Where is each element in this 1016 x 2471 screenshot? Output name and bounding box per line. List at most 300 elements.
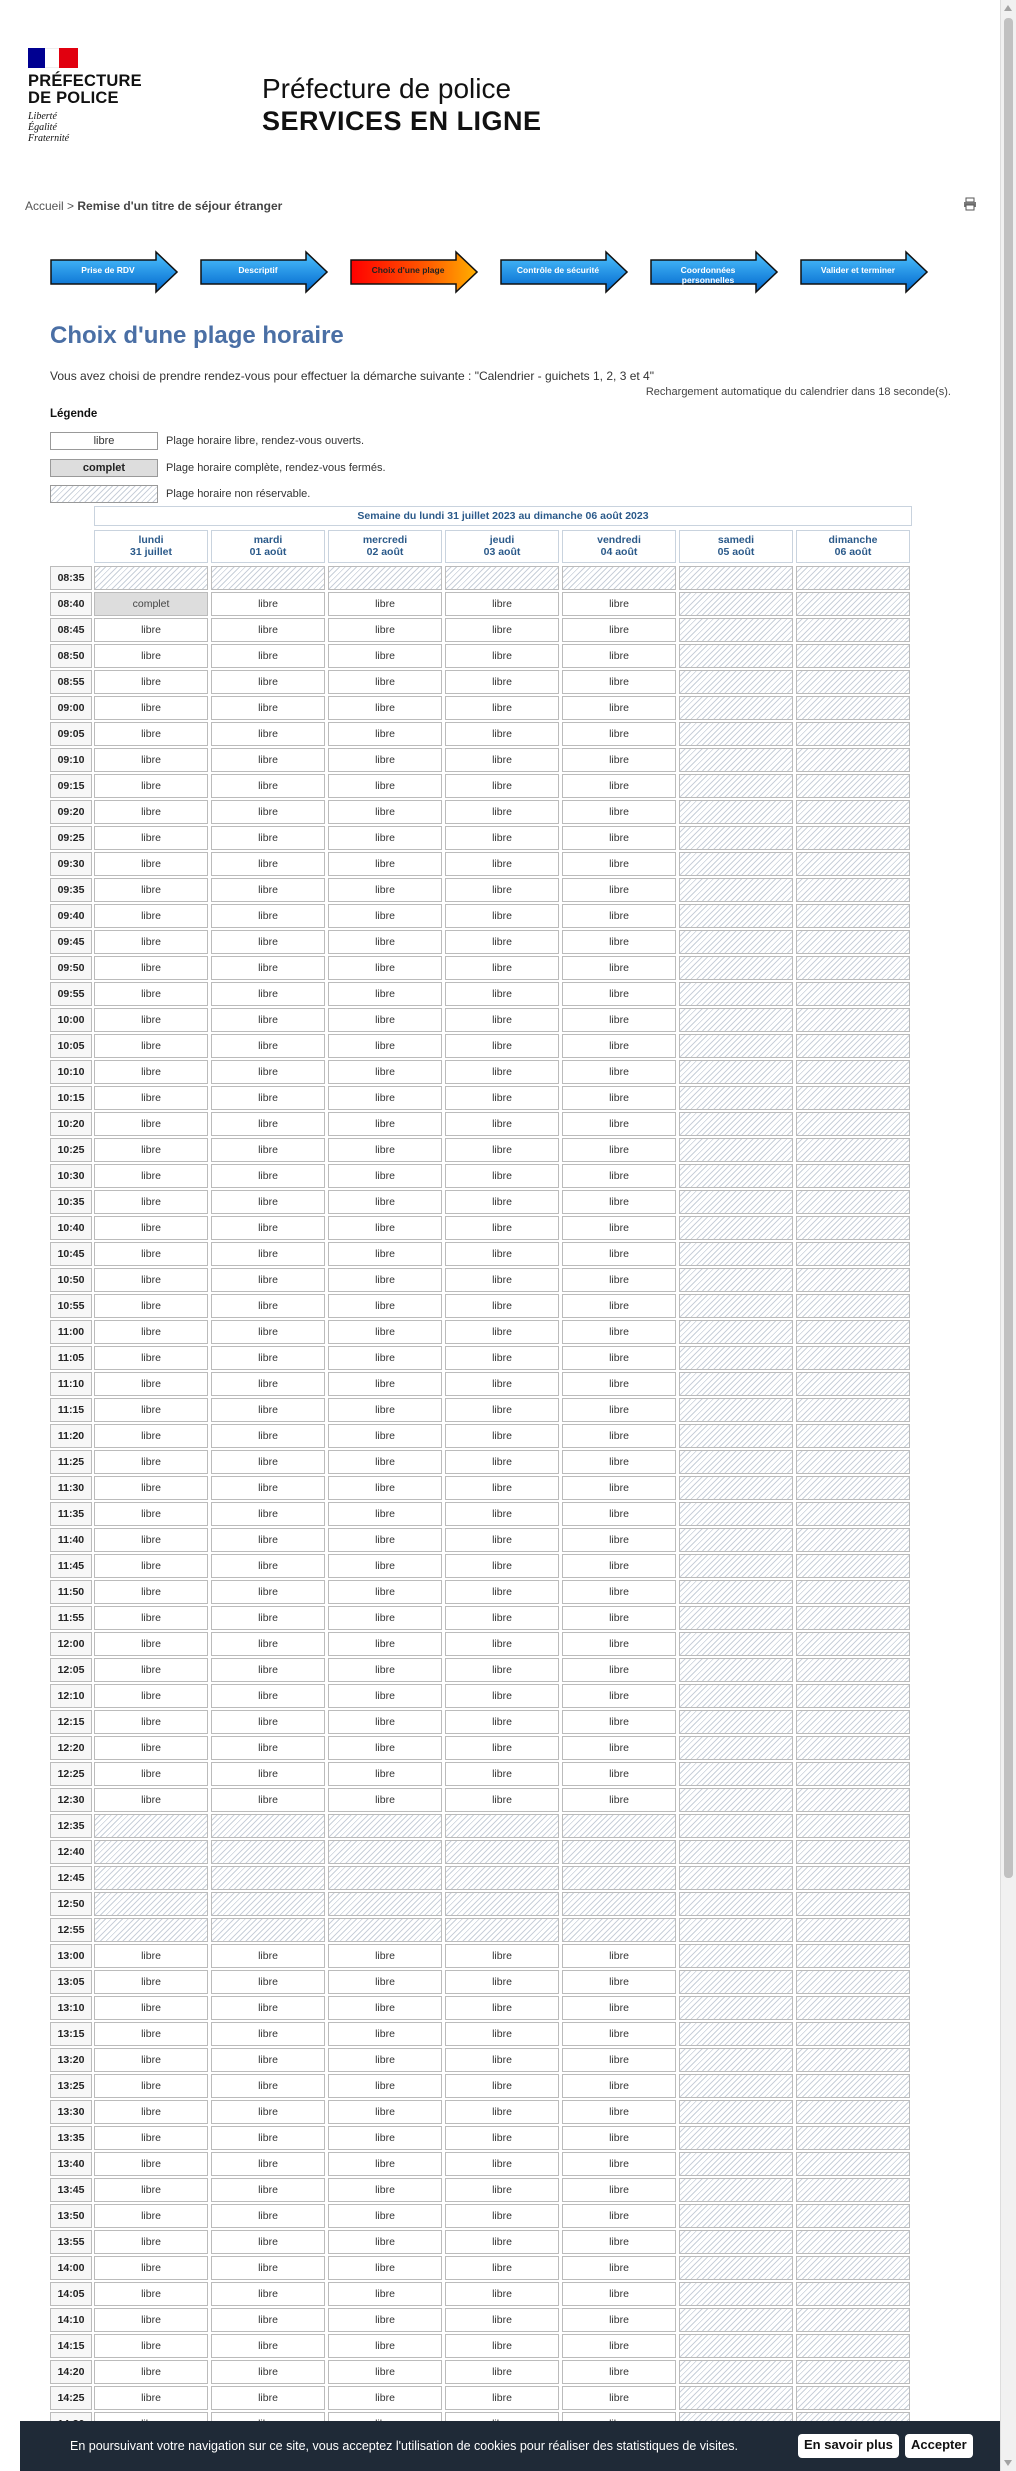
slot-libre[interactable]: libre: [562, 644, 676, 668]
scroll-down-arrow-icon[interactable]: [1004, 2460, 1012, 2466]
slot-libre[interactable]: libre: [328, 1580, 442, 1604]
slot-libre[interactable]: libre: [94, 1736, 208, 1760]
slot-libre[interactable]: libre: [445, 956, 559, 980]
slot-libre[interactable]: libre: [445, 1138, 559, 1162]
slot-libre[interactable]: libre: [94, 904, 208, 928]
slot-libre[interactable]: libre: [328, 982, 442, 1006]
slot-libre[interactable]: libre: [445, 1710, 559, 1734]
slot-libre[interactable]: libre: [94, 1528, 208, 1552]
slot-libre[interactable]: libre: [445, 2256, 559, 2280]
slot-libre[interactable]: libre: [445, 644, 559, 668]
slot-libre[interactable]: libre: [562, 930, 676, 954]
slot-libre[interactable]: libre: [562, 1528, 676, 1552]
slot-libre[interactable]: libre: [445, 1554, 559, 1578]
slot-libre[interactable]: libre: [562, 1008, 676, 1032]
slot-libre[interactable]: libre: [211, 1398, 325, 1422]
slot-libre[interactable]: libre: [445, 1034, 559, 1058]
slot-libre[interactable]: libre: [562, 1658, 676, 1682]
slot-libre[interactable]: libre: [445, 930, 559, 954]
slot-libre[interactable]: libre: [328, 1294, 442, 1318]
slot-libre[interactable]: libre: [445, 1346, 559, 1370]
slot-libre[interactable]: libre: [94, 644, 208, 668]
slot-libre[interactable]: libre: [211, 2204, 325, 2228]
slot-libre[interactable]: libre: [562, 2126, 676, 2150]
slot-libre[interactable]: libre: [211, 2230, 325, 2254]
slot-libre[interactable]: libre: [328, 696, 442, 720]
slot-libre[interactable]: libre: [562, 1424, 676, 1448]
slot-libre[interactable]: libre: [94, 1502, 208, 1526]
slot-libre[interactable]: libre: [562, 1372, 676, 1396]
slot-libre[interactable]: libre: [445, 2308, 559, 2332]
slot-libre[interactable]: libre: [211, 2022, 325, 2046]
slot-libre[interactable]: libre: [94, 826, 208, 850]
slot-libre[interactable]: libre: [94, 852, 208, 876]
slot-libre[interactable]: libre: [328, 774, 442, 798]
slot-libre[interactable]: libre: [94, 2100, 208, 2124]
slot-libre[interactable]: libre: [94, 800, 208, 824]
slot-libre[interactable]: libre: [94, 1580, 208, 1604]
slot-libre[interactable]: libre: [94, 1996, 208, 2020]
slot-libre[interactable]: libre: [94, 1112, 208, 1136]
slot-libre[interactable]: libre: [94, 1632, 208, 1656]
slot-libre[interactable]: libre: [94, 1268, 208, 1292]
slot-libre[interactable]: libre: [211, 2386, 325, 2410]
slot-libre[interactable]: libre: [328, 2282, 442, 2306]
slot-libre[interactable]: libre: [445, 982, 559, 1006]
slot-libre[interactable]: libre: [445, 2230, 559, 2254]
slot-libre[interactable]: libre: [94, 1424, 208, 1448]
slot-libre[interactable]: libre: [328, 1450, 442, 1474]
slot-libre[interactable]: libre: [94, 1450, 208, 1474]
slot-libre[interactable]: libre: [94, 1216, 208, 1240]
scroll-up-arrow-icon[interactable]: [1004, 5, 1012, 11]
slot-libre[interactable]: libre: [211, 670, 325, 694]
slot-libre[interactable]: libre: [562, 2022, 676, 2046]
slot-libre[interactable]: libre: [328, 1762, 442, 1786]
slot-libre[interactable]: libre: [328, 1320, 442, 1344]
slot-libre[interactable]: libre: [94, 1008, 208, 1032]
slot-libre[interactable]: libre: [211, 2152, 325, 2176]
slot-libre[interactable]: libre: [328, 2204, 442, 2228]
slot-libre[interactable]: libre: [211, 1944, 325, 1968]
slot-libre[interactable]: libre: [445, 826, 559, 850]
slot-libre[interactable]: libre: [445, 1658, 559, 1682]
slot-libre[interactable]: libre: [445, 1190, 559, 1214]
slot-libre[interactable]: libre: [211, 1268, 325, 1292]
cookie-more-button[interactable]: En savoir plus: [798, 2434, 899, 2458]
slot-libre[interactable]: libre: [562, 722, 676, 746]
slot-libre[interactable]: libre: [445, 1008, 559, 1032]
slot-libre[interactable]: libre: [445, 696, 559, 720]
slot-libre[interactable]: libre: [562, 1970, 676, 1994]
slot-libre[interactable]: libre: [562, 2282, 676, 2306]
slot-libre[interactable]: libre: [562, 1346, 676, 1370]
slot-libre[interactable]: libre: [211, 826, 325, 850]
slot-libre[interactable]: libre: [211, 1450, 325, 1474]
slot-libre[interactable]: libre: [328, 1268, 442, 1292]
slot-libre[interactable]: libre: [445, 2204, 559, 2228]
slot-libre[interactable]: libre: [328, 800, 442, 824]
slot-libre[interactable]: libre: [211, 1060, 325, 1084]
slot-libre[interactable]: libre: [562, 1502, 676, 1526]
slot-libre[interactable]: libre: [445, 670, 559, 694]
slot-libre[interactable]: libre: [445, 748, 559, 772]
slot-libre[interactable]: libre: [328, 2334, 442, 2358]
slot-libre[interactable]: libre: [445, 1996, 559, 2020]
slot-libre[interactable]: libre: [94, 1476, 208, 1500]
slot-libre[interactable]: libre: [211, 1476, 325, 1500]
slot-libre[interactable]: libre: [94, 696, 208, 720]
slot-libre[interactable]: libre: [211, 1138, 325, 1162]
scrollbar-thumb[interactable]: [1004, 18, 1013, 1878]
slot-libre[interactable]: libre: [211, 2256, 325, 2280]
slot-libre[interactable]: libre: [562, 1944, 676, 1968]
slot-libre[interactable]: libre: [445, 1216, 559, 1240]
slot-libre[interactable]: libre: [562, 2152, 676, 2176]
slot-libre[interactable]: libre: [211, 1242, 325, 1266]
slot-libre[interactable]: libre: [328, 1476, 442, 1500]
slot-libre[interactable]: libre: [445, 1632, 559, 1656]
slot-libre[interactable]: libre: [211, 1658, 325, 1682]
slot-libre[interactable]: libre: [562, 2074, 676, 2098]
slot-libre[interactable]: libre: [211, 878, 325, 902]
slot-libre[interactable]: libre: [94, 2386, 208, 2410]
slot-libre[interactable]: libre: [94, 670, 208, 694]
slot-libre[interactable]: libre: [94, 1190, 208, 1214]
slot-libre[interactable]: libre: [562, 1320, 676, 1344]
slot-libre[interactable]: libre: [211, 1372, 325, 1396]
slot-libre[interactable]: libre: [328, 2152, 442, 2176]
slot-libre[interactable]: libre: [562, 1112, 676, 1136]
slot-libre[interactable]: libre: [94, 2152, 208, 2176]
slot-libre[interactable]: libre: [94, 722, 208, 746]
slot-libre[interactable]: libre: [445, 2178, 559, 2202]
slot-libre[interactable]: libre: [211, 2282, 325, 2306]
slot-libre[interactable]: libre: [328, 1138, 442, 1162]
slot-libre[interactable]: libre: [94, 2022, 208, 2046]
slot-libre[interactable]: libre: [94, 2204, 208, 2228]
slot-libre[interactable]: libre: [445, 1580, 559, 1604]
slot-libre[interactable]: libre: [445, 1372, 559, 1396]
slot-libre[interactable]: libre: [445, 1970, 559, 1994]
slot-libre[interactable]: libre: [562, 2360, 676, 2384]
slot-libre[interactable]: libre: [328, 930, 442, 954]
slot-libre[interactable]: libre: [211, 1632, 325, 1656]
print-icon[interactable]: [963, 197, 977, 211]
slot-libre[interactable]: libre: [211, 904, 325, 928]
slot-libre[interactable]: libre: [211, 956, 325, 980]
slot-libre[interactable]: libre: [211, 1112, 325, 1136]
slot-libre[interactable]: libre: [445, 1528, 559, 1552]
slot-libre[interactable]: libre: [562, 1684, 676, 1708]
slot-libre[interactable]: libre: [445, 1294, 559, 1318]
slot-libre[interactable]: libre: [211, 800, 325, 824]
slot-libre[interactable]: libre: [562, 2386, 676, 2410]
slot-libre[interactable]: libre: [211, 852, 325, 876]
slot-libre[interactable]: libre: [211, 1554, 325, 1578]
slot-libre[interactable]: libre: [562, 852, 676, 876]
slot-libre[interactable]: libre: [211, 982, 325, 1006]
slot-libre[interactable]: libre: [328, 878, 442, 902]
slot-libre[interactable]: libre: [211, 2126, 325, 2150]
slot-libre[interactable]: libre: [94, 2308, 208, 2332]
slot-libre[interactable]: libre: [211, 1970, 325, 1994]
slot-libre[interactable]: libre: [94, 878, 208, 902]
slot-libre[interactable]: libre: [211, 1034, 325, 1058]
slot-libre[interactable]: libre: [94, 1762, 208, 1786]
slot-libre[interactable]: libre: [445, 2386, 559, 2410]
slot-libre[interactable]: libre: [211, 1710, 325, 1734]
slot-libre[interactable]: libre: [445, 2048, 559, 2072]
slot-libre[interactable]: libre: [562, 1398, 676, 1422]
slot-libre[interactable]: libre: [562, 1086, 676, 1110]
slot-libre[interactable]: libre: [94, 982, 208, 1006]
slot-libre[interactable]: libre: [328, 1710, 442, 1734]
slot-libre[interactable]: libre: [328, 1112, 442, 1136]
slot-libre[interactable]: libre: [328, 852, 442, 876]
slot-libre[interactable]: libre: [562, 1450, 676, 1474]
slot-libre[interactable]: libre: [562, 1216, 676, 1240]
slot-libre[interactable]: libre: [328, 1554, 442, 1578]
slot-libre[interactable]: libre: [94, 2282, 208, 2306]
slot-libre[interactable]: libre: [94, 1658, 208, 1682]
prefecture-logo[interactable]: [28, 48, 153, 144]
slot-libre[interactable]: libre: [445, 1112, 559, 1136]
slot-libre[interactable]: libre: [94, 1164, 208, 1188]
slot-libre[interactable]: libre: [211, 748, 325, 772]
cookie-accept-button[interactable]: Accepter: [905, 2434, 973, 2458]
slot-libre[interactable]: libre: [211, 696, 325, 720]
slot-libre[interactable]: libre: [328, 826, 442, 850]
slot-libre[interactable]: libre: [211, 1996, 325, 2020]
slot-libre[interactable]: libre: [445, 592, 559, 616]
slot-libre[interactable]: libre: [94, 1138, 208, 1162]
slot-libre[interactable]: libre: [328, 2178, 442, 2202]
slot-libre[interactable]: libre: [445, 2334, 559, 2358]
slot-libre[interactable]: libre: [562, 1788, 676, 1812]
slot-libre[interactable]: libre: [328, 1190, 442, 1214]
slot-libre[interactable]: libre: [445, 774, 559, 798]
slot-libre[interactable]: libre: [211, 1502, 325, 1526]
slot-libre[interactable]: libre: [211, 1086, 325, 1110]
slot-libre[interactable]: libre: [445, 2360, 559, 2384]
slot-libre[interactable]: libre: [328, 1996, 442, 2020]
slot-libre[interactable]: libre: [562, 2100, 676, 2124]
slot-libre[interactable]: libre: [94, 1320, 208, 1344]
slot-libre[interactable]: libre: [328, 1970, 442, 1994]
slot-libre[interactable]: libre: [328, 1060, 442, 1084]
slot-libre[interactable]: libre: [562, 800, 676, 824]
slot-libre[interactable]: libre: [211, 1788, 325, 1812]
slot-libre[interactable]: libre: [562, 696, 676, 720]
slot-libre[interactable]: libre: [328, 2360, 442, 2384]
slot-libre[interactable]: libre: [328, 1242, 442, 1266]
slot-libre[interactable]: libre: [328, 2126, 442, 2150]
slot-libre[interactable]: libre: [445, 852, 559, 876]
slot-libre[interactable]: libre: [562, 1034, 676, 1058]
slot-libre[interactable]: libre: [328, 1632, 442, 1656]
slot-libre[interactable]: libre: [94, 1554, 208, 1578]
slot-libre[interactable]: libre: [211, 2334, 325, 2358]
slot-libre[interactable]: libre: [94, 1346, 208, 1370]
slot-libre[interactable]: libre: [445, 1424, 559, 1448]
slot-libre[interactable]: libre: [328, 1528, 442, 1552]
slot-libre[interactable]: libre: [562, 774, 676, 798]
slot-libre[interactable]: libre: [211, 592, 325, 616]
slot-libre[interactable]: libre: [445, 1476, 559, 1500]
slot-libre[interactable]: libre: [328, 1086, 442, 1110]
slot-libre[interactable]: libre: [562, 982, 676, 1006]
slot-libre[interactable]: libre: [328, 1944, 442, 1968]
slot-libre[interactable]: libre: [211, 1320, 325, 1344]
slot-libre[interactable]: libre: [445, 904, 559, 928]
slot-libre[interactable]: libre: [211, 1424, 325, 1448]
slot-libre[interactable]: libre: [562, 592, 676, 616]
slot-libre[interactable]: libre: [94, 618, 208, 642]
slot-libre[interactable]: libre: [562, 1710, 676, 1734]
slot-libre[interactable]: libre: [211, 1762, 325, 1786]
slot-libre[interactable]: libre: [328, 904, 442, 928]
slot-libre[interactable]: libre: [562, 1138, 676, 1162]
slot-libre[interactable]: libre: [211, 1580, 325, 1604]
slot-libre[interactable]: libre: [94, 2048, 208, 2072]
slot-libre[interactable]: libre: [445, 1268, 559, 1292]
slot-libre[interactable]: libre: [328, 1372, 442, 1396]
slot-libre[interactable]: libre: [328, 1658, 442, 1682]
slot-libre[interactable]: libre: [94, 1034, 208, 1058]
slot-libre[interactable]: libre: [562, 1606, 676, 1630]
slot-libre[interactable]: libre: [445, 1684, 559, 1708]
slot-libre[interactable]: libre: [328, 2100, 442, 2124]
slot-libre[interactable]: libre: [562, 1164, 676, 1188]
slot-libre[interactable]: libre: [94, 1970, 208, 1994]
slot-libre[interactable]: libre: [211, 1736, 325, 1760]
slot-libre[interactable]: libre: [211, 2178, 325, 2202]
slot-libre[interactable]: libre: [445, 2022, 559, 2046]
slot-libre[interactable]: libre: [211, 2048, 325, 2072]
slot-libre[interactable]: libre: [562, 2308, 676, 2332]
slot-libre[interactable]: libre: [445, 1164, 559, 1188]
slot-libre[interactable]: libre: [211, 2308, 325, 2332]
slot-libre[interactable]: libre: [328, 1684, 442, 1708]
slot-libre[interactable]: libre: [328, 1502, 442, 1526]
slot-libre[interactable]: libre: [94, 2256, 208, 2280]
slot-libre[interactable]: libre: [445, 2282, 559, 2306]
slot-libre[interactable]: libre: [445, 2100, 559, 2124]
slot-libre[interactable]: libre: [211, 1164, 325, 1188]
slot-libre[interactable]: libre: [562, 1242, 676, 1266]
slot-libre[interactable]: libre: [328, 1736, 442, 1760]
slot-libre[interactable]: libre: [211, 644, 325, 668]
slot-libre[interactable]: libre: [445, 2126, 559, 2150]
slot-libre[interactable]: libre: [94, 1060, 208, 1084]
slot-libre[interactable]: libre: [562, 904, 676, 928]
slot-libre[interactable]: libre: [328, 1346, 442, 1370]
slot-libre[interactable]: libre: [328, 644, 442, 668]
slot-libre[interactable]: libre: [562, 1476, 676, 1500]
slot-libre[interactable]: libre: [94, 2360, 208, 2384]
slot-libre[interactable]: libre: [445, 618, 559, 642]
slot-libre[interactable]: libre: [94, 930, 208, 954]
slot-libre[interactable]: libre: [328, 1398, 442, 1422]
slot-libre[interactable]: libre: [445, 1320, 559, 1344]
slot-libre[interactable]: libre: [328, 670, 442, 694]
slot-libre[interactable]: libre: [328, 2308, 442, 2332]
slot-libre[interactable]: libre: [562, 670, 676, 694]
slot-libre[interactable]: libre: [211, 722, 325, 746]
slot-libre[interactable]: libre: [94, 774, 208, 798]
slot-libre[interactable]: libre: [562, 1060, 676, 1084]
slot-libre[interactable]: libre: [211, 2360, 325, 2384]
slot-libre[interactable]: libre: [562, 748, 676, 772]
slot-libre[interactable]: libre: [94, 2126, 208, 2150]
slot-libre[interactable]: libre: [562, 878, 676, 902]
slot-libre[interactable]: libre: [445, 1450, 559, 1474]
slot-libre[interactable]: libre: [562, 1190, 676, 1214]
slot-libre[interactable]: libre: [94, 2230, 208, 2254]
slot-libre[interactable]: libre: [328, 618, 442, 642]
slot-libre[interactable]: libre: [445, 1502, 559, 1526]
slot-libre[interactable]: libre: [94, 2074, 208, 2098]
slot-libre[interactable]: libre: [94, 748, 208, 772]
slot-libre[interactable]: libre: [211, 1216, 325, 1240]
slot-libre[interactable]: libre: [94, 1710, 208, 1734]
slot-libre[interactable]: libre: [94, 1944, 208, 1968]
slot-libre[interactable]: libre: [328, 1606, 442, 1630]
slot-libre[interactable]: libre: [211, 2100, 325, 2124]
slot-libre[interactable]: libre: [328, 2256, 442, 2280]
slot-libre[interactable]: libre: [94, 1684, 208, 1708]
slot-libre[interactable]: libre: [562, 2334, 676, 2358]
slot-libre[interactable]: libre: [562, 956, 676, 980]
scrollbar[interactable]: [1000, 0, 1016, 2471]
slot-libre[interactable]: libre: [328, 1164, 442, 1188]
slot-libre[interactable]: libre: [562, 2048, 676, 2072]
breadcrumb-home-link[interactable]: Accueil: [25, 199, 64, 213]
slot-libre[interactable]: libre: [445, 1606, 559, 1630]
slot-libre[interactable]: libre: [211, 1008, 325, 1032]
slot-libre[interactable]: libre: [445, 722, 559, 746]
slot-libre[interactable]: libre: [94, 1372, 208, 1396]
slot-libre[interactable]: libre: [94, 1294, 208, 1318]
slot-libre[interactable]: libre: [328, 1216, 442, 1240]
slot-libre[interactable]: libre: [445, 878, 559, 902]
slot-libre[interactable]: libre: [94, 2334, 208, 2358]
slot-libre[interactable]: libre: [562, 2256, 676, 2280]
slot-libre[interactable]: libre: [328, 592, 442, 616]
slot-libre[interactable]: libre: [562, 2204, 676, 2228]
slot-libre[interactable]: libre: [328, 1008, 442, 1032]
slot-libre[interactable]: libre: [445, 1736, 559, 1760]
slot-libre[interactable]: libre: [94, 1242, 208, 1266]
slot-libre[interactable]: libre: [562, 1996, 676, 2020]
slot-libre[interactable]: libre: [445, 1788, 559, 1812]
slot-libre[interactable]: libre: [562, 1736, 676, 1760]
slot-libre[interactable]: libre: [328, 722, 442, 746]
slot-libre[interactable]: libre: [562, 826, 676, 850]
slot-libre[interactable]: libre: [445, 2152, 559, 2176]
slot-libre[interactable]: libre: [328, 956, 442, 980]
slot-libre[interactable]: libre: [211, 1294, 325, 1318]
slot-libre[interactable]: libre: [562, 1580, 676, 1604]
slot-libre[interactable]: libre: [445, 1060, 559, 1084]
slot-libre[interactable]: libre: [211, 618, 325, 642]
slot-libre[interactable]: libre: [94, 956, 208, 980]
slot-libre[interactable]: libre: [445, 1944, 559, 1968]
slot-libre[interactable]: libre: [328, 2386, 442, 2410]
slot-libre[interactable]: libre: [445, 1762, 559, 1786]
slot-libre[interactable]: libre: [562, 1554, 676, 1578]
